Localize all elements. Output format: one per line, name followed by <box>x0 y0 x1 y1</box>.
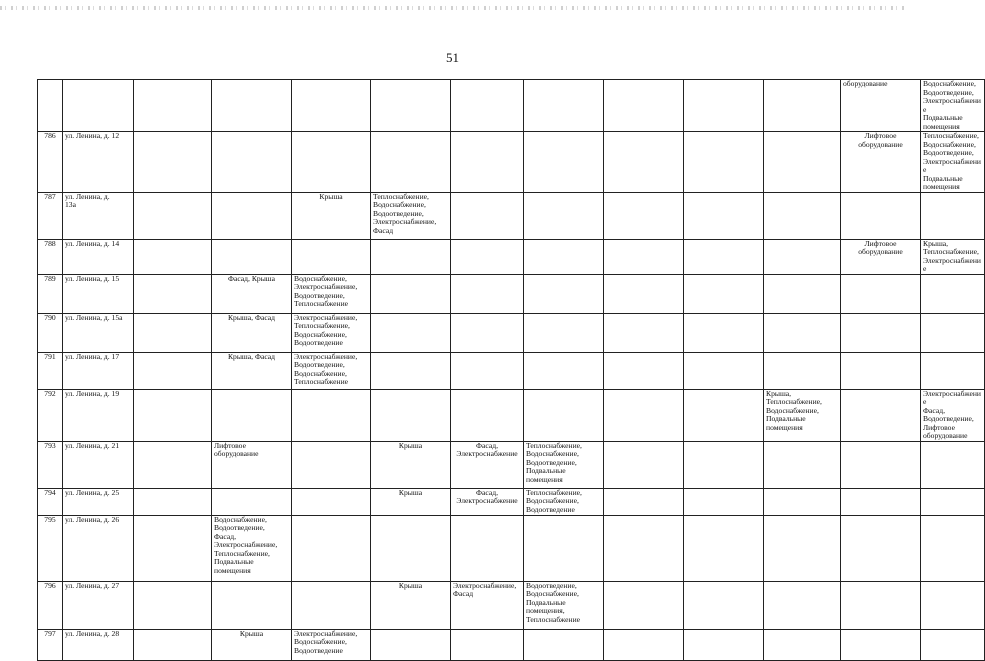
table-row <box>38 389 985 441</box>
table-row <box>38 313 985 352</box>
col-11-cell <box>841 274 921 313</box>
col-5-cell <box>371 352 451 389</box>
col-9-cell <box>684 352 764 389</box>
col-9-cell <box>684 239 764 274</box>
col-11-cell <box>841 629 921 660</box>
col-2-cell <box>134 488 212 515</box>
col-2-cell <box>134 274 212 313</box>
row-number: 794 <box>38 488 63 515</box>
col-10-cell <box>764 192 841 239</box>
table-row <box>38 441 985 488</box>
col-4-cell <box>292 441 371 488</box>
col-3-cell <box>212 581 292 629</box>
col-2-cell <box>134 192 212 239</box>
table-row <box>38 581 985 629</box>
col-8-cell <box>604 80 684 132</box>
col-2-cell <box>134 132 212 193</box>
col-3-cell <box>212 132 292 193</box>
col-12-cell <box>921 274 985 313</box>
col-2-cell <box>134 80 212 132</box>
col-3-cell <box>212 80 292 132</box>
col-3-cell: Фасад, Крыша <box>212 274 292 313</box>
col-9-cell <box>684 80 764 132</box>
col-10-cell <box>764 515 841 581</box>
col-10-cell <box>764 239 841 274</box>
col-10-cell <box>764 441 841 488</box>
col-10-cell: Крыша, Теплоснабжение, Водоснабжение, Подвальные помещения <box>764 389 841 441</box>
col-8-cell <box>604 313 684 352</box>
col-5-cell: Крыша <box>371 441 451 488</box>
col-7-cell <box>524 313 604 352</box>
col-12-cell: Электроснабжение Фасад, Водоотведение, Лифтовое оборудование <box>921 389 985 441</box>
table-row <box>38 515 985 581</box>
col-10-cell <box>764 80 841 132</box>
col-11-cell <box>841 352 921 389</box>
col-12-cell <box>921 313 985 352</box>
col-8-cell <box>604 192 684 239</box>
col-4-cell <box>292 515 371 581</box>
scan-artifact <box>0 6 905 10</box>
col-4-cell <box>292 488 371 515</box>
row-number <box>38 80 63 132</box>
row-number: 796 <box>38 581 63 629</box>
col-5-cell: Крыша <box>371 581 451 629</box>
address-cell: ул. Ленина, д. 17 <box>63 352 134 389</box>
col-4-cell: Водоснабжение, Электроснабжение, Водоотведение, Теплоснабжение <box>292 274 371 313</box>
col-7-cell <box>524 389 604 441</box>
col-5-cell: Теплоснабжение, Водоснабжение, Водоотведение, Электроснабжение, Фасад <box>371 192 451 239</box>
table-row <box>38 629 985 660</box>
col-7-cell <box>524 274 604 313</box>
col-9-cell <box>684 313 764 352</box>
col-5-cell: Крыша <box>371 488 451 515</box>
table-body <box>38 80 985 661</box>
col-7-cell <box>524 132 604 193</box>
col-9-cell <box>684 581 764 629</box>
col-5-cell <box>371 515 451 581</box>
col-11-cell <box>841 441 921 488</box>
col-2-cell <box>134 352 212 389</box>
col-6-cell: Фасад, Электроснабжение <box>451 488 524 515</box>
col-12-cell <box>921 515 985 581</box>
address-cell: ул. Ленина, д. 21 <box>63 441 134 488</box>
col-6-cell <box>451 80 524 132</box>
col-5-cell <box>371 629 451 660</box>
col-7-cell <box>524 515 604 581</box>
col-12-cell <box>921 352 985 389</box>
col-6-cell <box>451 515 524 581</box>
col-9-cell <box>684 515 764 581</box>
col-12-cell: Теплоснабжение, Водоснабжение, Водоотведение, Электроснабжение Подвальные помещения <box>921 132 985 193</box>
col-3-cell: Крыша <box>212 629 292 660</box>
table-row <box>38 80 985 132</box>
address-cell: ул. Ленина, д. 13а <box>63 192 134 239</box>
col-11-cell: Лифтовое оборудование <box>841 239 921 274</box>
page-number: 51 <box>446 50 459 65</box>
address-cell: ул. Ленина, д. 28 <box>63 629 134 660</box>
col-12-cell <box>921 441 985 488</box>
col-8-cell <box>604 629 684 660</box>
row-number: 786 <box>38 132 63 193</box>
col-6-cell <box>451 192 524 239</box>
col-4-cell: Электроснабжение, Водоотведение, Водоснабжение, Теплоснабжение <box>292 352 371 389</box>
col-4-cell <box>292 80 371 132</box>
col-9-cell <box>684 274 764 313</box>
row-number: 788 <box>38 239 63 274</box>
col-6-cell <box>451 132 524 193</box>
col-11-cell: Лифтовое оборудование <box>841 132 921 193</box>
col-3-cell <box>212 239 292 274</box>
col-4-cell: Электроснабжение, Водоснабжение, Водоотведение <box>292 629 371 660</box>
col-9-cell <box>684 441 764 488</box>
col-6-cell <box>451 629 524 660</box>
col-2-cell <box>134 629 212 660</box>
col-3-cell <box>212 488 292 515</box>
col-8-cell <box>604 352 684 389</box>
col-9-cell <box>684 132 764 193</box>
address-cell: ул. Ленина, д. 12 <box>63 132 134 193</box>
table-row <box>38 192 985 239</box>
col-5-cell <box>371 389 451 441</box>
col-4-cell <box>292 389 371 441</box>
row-number: 789 <box>38 274 63 313</box>
col-7-cell <box>524 192 604 239</box>
col-3-cell: Водоснабжение, Водоотведение, Фасад, Электроснабжение, Теплоснабжение, Подвальные помещения <box>212 515 292 581</box>
col-2-cell <box>134 313 212 352</box>
row-number: 795 <box>38 515 63 581</box>
col-11-cell <box>841 515 921 581</box>
address-cell: ул. Ленина, д. 14 <box>63 239 134 274</box>
col-11-cell <box>841 581 921 629</box>
col-10-cell <box>764 629 841 660</box>
col-8-cell <box>604 274 684 313</box>
table-row <box>38 132 985 193</box>
col-4-cell <box>292 239 371 274</box>
table-row <box>38 488 985 515</box>
col-11-cell <box>841 389 921 441</box>
col-8-cell <box>604 441 684 488</box>
col-9-cell <box>684 629 764 660</box>
col-6-cell <box>451 352 524 389</box>
address-cell: ул. Ленина, д. 15а <box>63 313 134 352</box>
col-12-cell: Крыша, Теплоснабжение, Электроснабжение <box>921 239 985 274</box>
col-11-cell: оборудование <box>841 80 921 132</box>
col-12-cell <box>921 192 985 239</box>
col-7-cell: Теплоснабжение, Водоснабжение, Водоотведение, Подвальные помещения <box>524 441 604 488</box>
row-number: 797 <box>38 629 63 660</box>
table-row <box>38 274 985 313</box>
row-number: 792 <box>38 389 63 441</box>
col-2-cell <box>134 515 212 581</box>
col-7-cell <box>524 352 604 389</box>
col-12-cell <box>921 581 985 629</box>
col-9-cell <box>684 192 764 239</box>
col-2-cell <box>134 239 212 274</box>
col-3-cell <box>212 389 292 441</box>
col-5-cell <box>371 274 451 313</box>
col-10-cell <box>764 132 841 193</box>
col-5-cell <box>371 132 451 193</box>
row-number: 791 <box>38 352 63 389</box>
address-cell <box>63 80 134 132</box>
col-2-cell <box>134 389 212 441</box>
col-9-cell <box>684 488 764 515</box>
table-row <box>38 239 985 274</box>
address-cell: ул. Ленина, д. 27 <box>63 581 134 629</box>
col-8-cell <box>604 581 684 629</box>
col-12-cell <box>921 629 985 660</box>
col-7-cell <box>524 239 604 274</box>
col-3-cell: Лифтовое оборудование <box>212 441 292 488</box>
col-12-cell <box>921 488 985 515</box>
col-10-cell <box>764 488 841 515</box>
col-10-cell <box>764 313 841 352</box>
col-10-cell <box>764 274 841 313</box>
col-11-cell <box>841 313 921 352</box>
col-10-cell <box>764 352 841 389</box>
col-8-cell <box>604 389 684 441</box>
col-3-cell: Крыша, Фасад <box>212 352 292 389</box>
col-6-cell <box>451 389 524 441</box>
col-6-cell <box>451 239 524 274</box>
col-11-cell <box>841 192 921 239</box>
col-8-cell <box>604 132 684 193</box>
col-4-cell: Крыша <box>292 192 371 239</box>
row-number: 787 <box>38 192 63 239</box>
col-8-cell <box>604 239 684 274</box>
col-4-cell <box>292 581 371 629</box>
col-6-cell: Фасад, Электроснабжение <box>451 441 524 488</box>
col-2-cell <box>134 581 212 629</box>
col-4-cell <box>292 132 371 193</box>
col-3-cell: Крыша, Фасад <box>212 313 292 352</box>
col-7-cell <box>524 80 604 132</box>
col-6-cell <box>451 274 524 313</box>
col-2-cell <box>134 441 212 488</box>
col-11-cell <box>841 488 921 515</box>
row-number: 793 <box>38 441 63 488</box>
col-7-cell: Водоотведение, Водоснабжение, Подвальные помещения, Теплоснабжение <box>524 581 604 629</box>
col-5-cell <box>371 80 451 132</box>
col-7-cell <box>524 629 604 660</box>
col-5-cell <box>371 239 451 274</box>
col-7-cell: Теплоснабжение, Водоснабжение, Водоотведение <box>524 488 604 515</box>
col-5-cell <box>371 313 451 352</box>
address-cell: ул. Ленина, д. 25 <box>63 488 134 515</box>
col-3-cell <box>212 192 292 239</box>
col-10-cell <box>764 581 841 629</box>
row-number: 790 <box>38 313 63 352</box>
col-6-cell: Электроснабжение, Фасад <box>451 581 524 629</box>
col-12-cell: Водоснабжение, Водоотведение, Электроснабжение Подвальные помещения <box>921 80 985 132</box>
col-4-cell: Электроснабжение, Теплоснабжение, Водоснабжение, Водоотведение <box>292 313 371 352</box>
repair-schedule-table <box>37 79 985 661</box>
col-8-cell <box>604 515 684 581</box>
address-cell: ул. Ленина, д. 26 <box>63 515 134 581</box>
table-row <box>38 352 985 389</box>
col-9-cell <box>684 389 764 441</box>
address-cell: ул. Ленина, д. 15 <box>63 274 134 313</box>
col-8-cell <box>604 488 684 515</box>
address-cell: ул. Ленина, д. 19 <box>63 389 134 441</box>
col-6-cell <box>451 313 524 352</box>
